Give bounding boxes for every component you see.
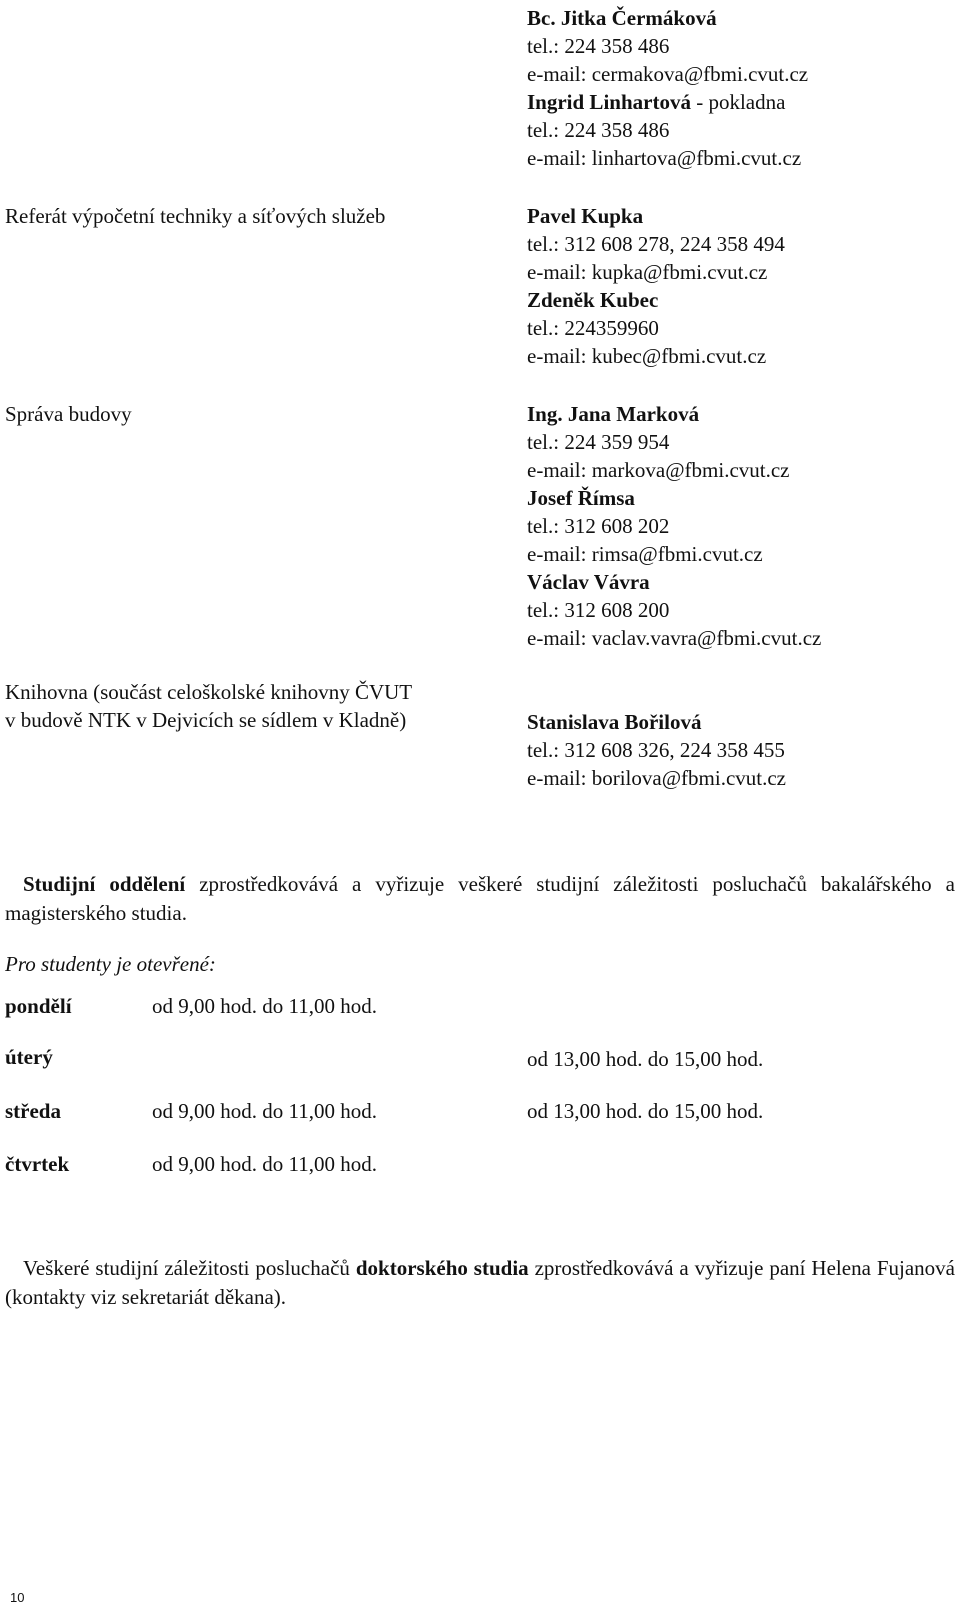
contact-tel: tel.: 312 608 326, 224 358 455 [527, 738, 785, 762]
contact-name-line [527, 88, 785, 116]
contact-name: Josef Římsa [527, 486, 635, 510]
contact-name: Ingrid Linhartová [527, 90, 691, 114]
contact-email: e-mail: borilova@fbmi.cvut.cz [527, 766, 787, 790]
doctoral-text-after: zprostředkovává a vyřizuje paní Helena Fujanová (kontakty viz sekretariát děkana). [5, 1256, 955, 1309]
contact-email: e-mail: kubec@fbmi.cvut.cz [527, 344, 767, 368]
schedule-day: středa [5, 1099, 61, 1123]
contact-tel: tel.: 224 358 486 [527, 118, 670, 142]
contact-role: - pokladna [690, 90, 786, 114]
contact-name: Stanislava Bořilová [527, 710, 702, 734]
schedule-day: čtvrtek [5, 1152, 70, 1176]
contact-email: e-mail: markova@fbmi.cvut.cz [527, 458, 790, 482]
schedule-morning: od 9,00 hod. do 11,00 hod. [152, 1152, 377, 1176]
schedule-day: úterý [5, 1045, 53, 1069]
section-label-it: Referát výpočetní techniky a síťových služeb [5, 204, 386, 228]
doctoral-paragraph [5, 1254, 955, 1312]
study-office-label: Studijní oddělení [23, 872, 186, 896]
schedule-morning: od 9,00 hod. do 11,00 hod. [152, 994, 377, 1018]
contact-email: e-mail: kupka@fbmi.cvut.cz [527, 260, 768, 284]
contact-email: e-mail: vaclav.vavra@fbmi.cvut.cz [527, 626, 822, 650]
doctoral-text-before: Veškeré studijní záležitosti posluchačů [23, 1256, 356, 1280]
contact-tel: tel.: 224 358 486 [527, 34, 670, 58]
contact-email: e-mail: rimsa@fbmi.cvut.cz [527, 542, 763, 566]
contact-tel: tel.: 312 608 202 [527, 514, 670, 538]
contact-name: Ing. Jana Marková [527, 402, 700, 426]
contact-email: e-mail: linhartova@fbmi.cvut.cz [527, 146, 802, 170]
schedule-morning: od 9,00 hod. do 11,00 hod. [152, 1099, 377, 1123]
schedule-afternoon: od 13,00 hod. do 15,00 hod. [527, 1099, 764, 1123]
contact-tel: tel.: 224 359 954 [527, 430, 670, 454]
schedule-afternoon: od 13,00 hod. do 15,00 hod. [527, 1047, 764, 1071]
section-label-library: Knihovna (součást celoškolské knihovny ČVUT [5, 680, 413, 704]
schedule-day: pondělí [5, 994, 72, 1018]
contact-name: Václav Vávra [527, 570, 650, 594]
open-hours-label: Pro studenty je otevřené: [5, 952, 216, 976]
doctoral-label: doktorského studia [355, 1256, 529, 1280]
page-number: 10 [10, 1590, 25, 1605]
section-label-building: Správa budovy [5, 402, 132, 426]
section-label-library-2: v budově NTK v Dejvicích se sídlem v Kladně) [5, 708, 407, 732]
contact-email: e-mail: cermakova@fbmi.cvut.cz [527, 62, 809, 86]
contact-tel: tel.: 224359960 [527, 316, 659, 340]
contact-tel: tel.: 312 608 278, 224 358 494 [527, 232, 785, 256]
contact-name: Pavel Kupka [527, 204, 644, 228]
contact-name: Zdeněk Kubec [527, 288, 659, 312]
contact-name: Bc. Jitka Čermáková [527, 6, 717, 30]
study-office-paragraph [5, 870, 955, 928]
study-office-text: zprostředkovává a vyřizuje veškeré studijní záležitosti posluchačů bakalářského a magisterského studia. [5, 872, 955, 925]
contact-tel: tel.: 312 608 200 [527, 598, 670, 622]
